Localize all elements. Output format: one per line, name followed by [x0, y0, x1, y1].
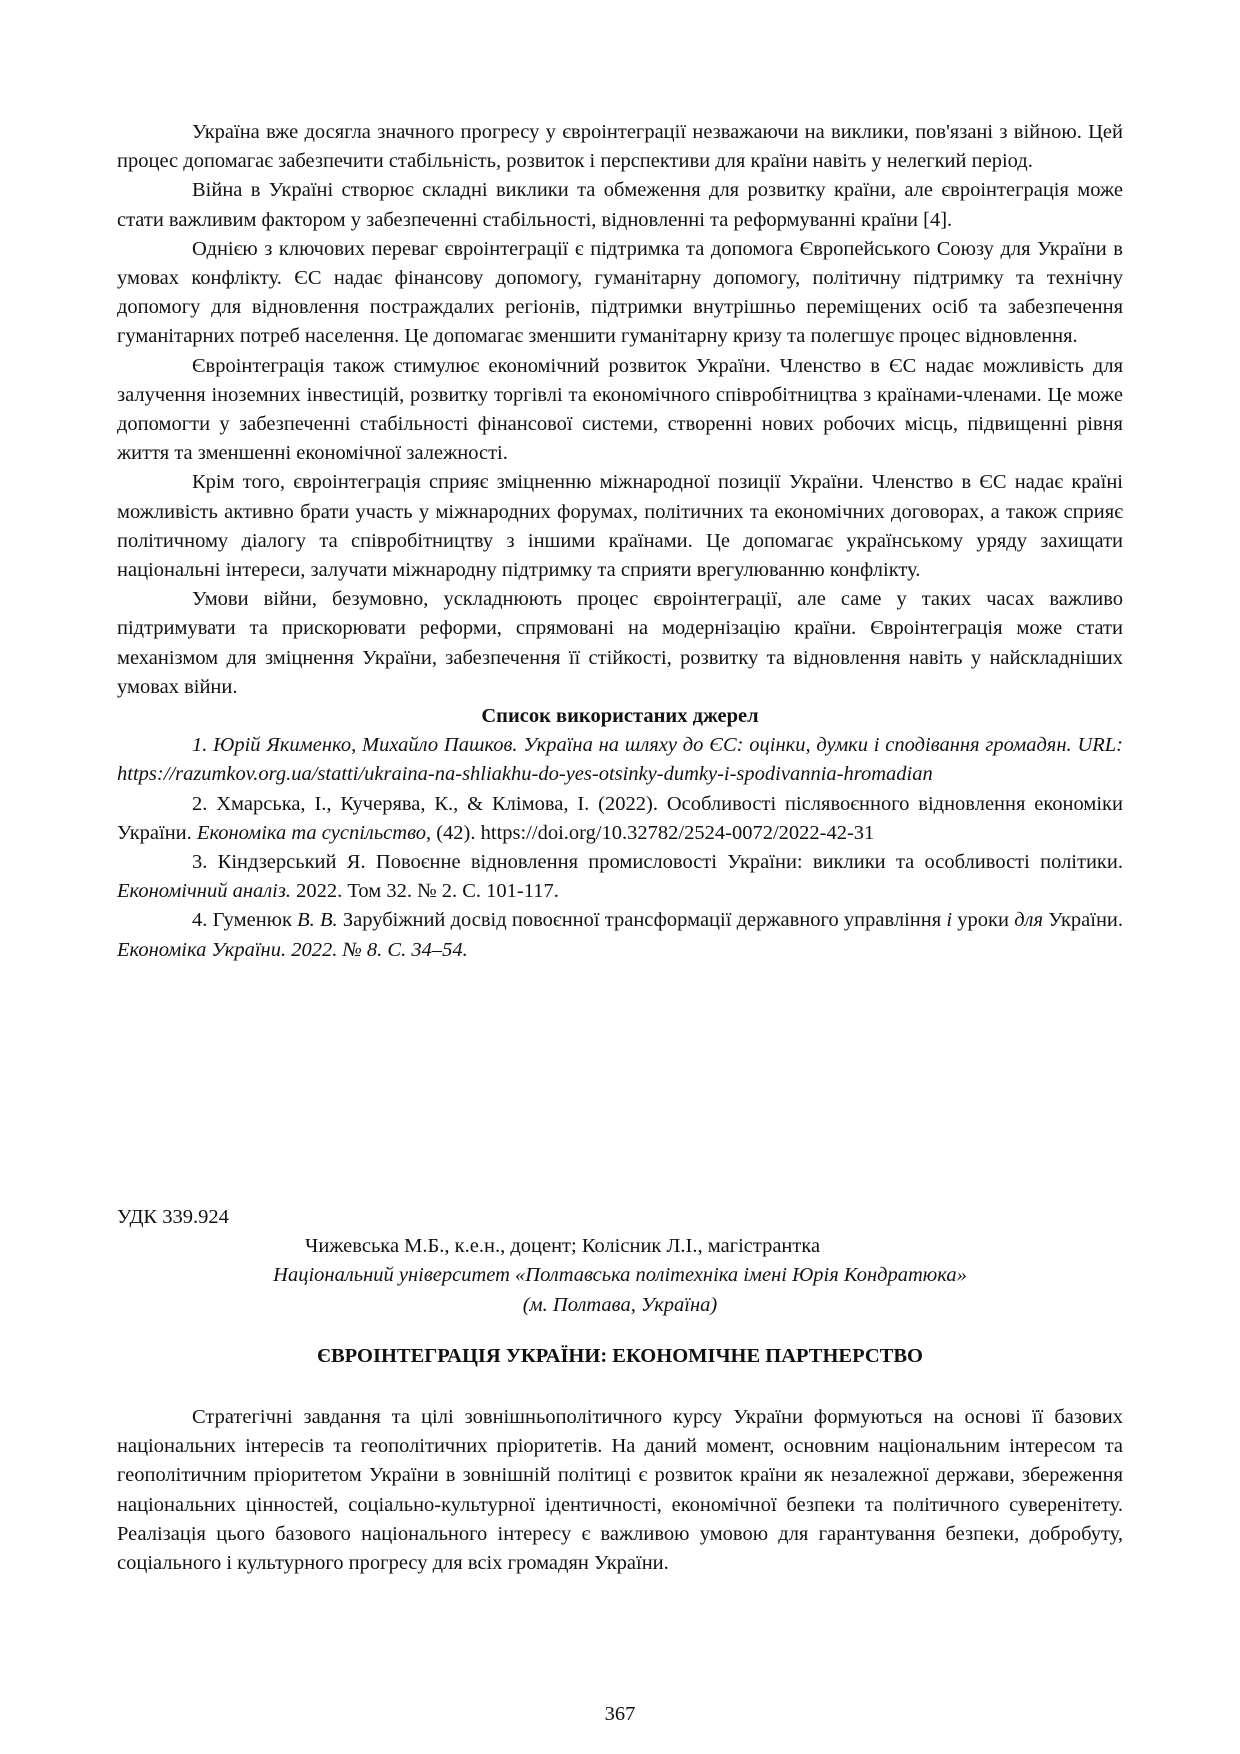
reference-4 — [117, 906, 1123, 964]
body-paragraph: Крім того, євроінтеграція сприяє зміцненню міжнародної позиції України. Членство в ЄС надає країні можливість активно брати участь у міжнародних форумах, політичних та економічних договорах, а також сприяє політичному діалогу та співробітництву з іншими країнами. Це допомагає українському уряду захищати національні інтереси, залучати міжнародну підтримку та сприяти врегулюванню конфлікту. — [117, 471, 1123, 582]
reference-4-title: Зарубіжний досвід повоєнної трансформації державного управління — [342, 909, 942, 932]
article-authors: Чижевська М.Б., к.е.н., доцент; Колісник Л.І., магістрантка — [305, 1235, 821, 1258]
reference-4-lessons: уроки — [957, 909, 1009, 932]
article-title-block — [117, 1342, 1123, 1371]
reference-2-journal: Економіка та суспільство — [196, 821, 426, 844]
reference-1 — [117, 731, 1123, 789]
body-paragraph: Україна вже досягла значного прогресу у євроінтеграції незважаючи на виклики, пов'язані з війною. Цей процес допомагає забезпечити стабільність, розвиток і перспективи для країни навіть у нелегкий період. — [117, 121, 1123, 173]
reference-4-ukraine: України. — [1048, 909, 1124, 932]
reference-3-tail: 2022. Том 32. № 2. С. 101-117. — [296, 880, 559, 903]
reference-2-tail: , (42). https://doi.org/10.32782/2524-0072/2022-42-31 — [425, 821, 875, 844]
reference-2-main: 2. Хмарська, І., Кучерява, К., & Клімова, І. (2022). Особливості післявоєнного відновлення економіки України. — [117, 792, 1123, 844]
article-paragraph: Стратегічні завдання та цілі зовнішньополітичного курсу України формуються на основі її базових національних інтересів та геополітичних пріоритетів. На даний момент, основним національним інтересом та геополітичним пріоритетом України в зовнішній політиці є розвиток країни як незалежної держави, збереження національних цінностей, соціально-культурної ідентичності, економічної безпеки та політичного суверенітету. Реалізація цього базового національного інтересу є важливою умовою для гарантування безпеки, добробуту, соціального і культурного прогресу для всіх громадян України. — [117, 1406, 1123, 1575]
article-location: (м. Полтава, Україна) — [522, 1293, 718, 1316]
reference-4-journal: Економіка України. 2022. № 8. С. 34–54. — [117, 938, 468, 961]
article-affiliation: Національний університет «Полтавська політехніка імені Юрія Кондратюка» — [273, 1264, 967, 1287]
body-paragraph: Однією з ключових переваг євроінтеграції є підтримка та допомога Європейського Союзу для України в умовах конфлікту. ЄС надає фінансову допомогу, гуманітарну допомогу, політичну підтримку та технічну допомогу для відновлення постраждалих регіонів, підтримки внутрішньо переміщених осіб та забезпечення гуманітарних потреб населення. Це допомагає зменшити гуманітарну кризу та полегшує процес відновлення. — [117, 237, 1123, 348]
reference-4-for: для — [1014, 909, 1044, 932]
body-paragraph: Війна в Україні створює складні виклики та обмеження для розвитку країни, але євроінтеграція може стати важливим фактором у забезпеченні стабільності, відновленні та реформуванні країни [4]. — [117, 179, 1123, 231]
reference-3 — [117, 848, 1123, 906]
body-paragraph: Євроінтеграція також стимулює економічний розвиток України. Членство в ЄС надає можливість для залучення іноземних інвестицій, розвитку торгівлі та економічного співробітництва з країнами-членами. Це може допомогти у забезпеченні стабільності фінансової системи, створенні нових робочих місць, підвищенні рівня життя та зменшенні економічної залежності. — [117, 354, 1123, 465]
article-title: ЄВРОІНТЕГРАЦІЯ УКРАЇНИ: ЕКОНОМІЧНЕ ПАРТНЕРСТВО — [317, 1345, 923, 1367]
article-body — [117, 1403, 1123, 1578]
reference-2 — [117, 790, 1123, 848]
reference-4-author: 4. Гуменюк — [192, 909, 292, 932]
udk-code: УДК 339.924 — [117, 1206, 229, 1228]
body-text — [117, 118, 1123, 965]
reference-3-main: 3. Кіндзерський Я. Повоєнне відновлення промисловості України: виклики та особливості політики. — [192, 851, 1123, 874]
article-header — [117, 1203, 1123, 1320]
page-number: 367 — [604, 1703, 636, 1725]
reference-3-journal: Економічний аналіз. — [117, 880, 291, 903]
reference-4-and: і — [946, 909, 953, 932]
body-paragraph: Умови війни, безумовно, ускладнюють процес євроінтеграції, але саме у таких часах важливо підтримувати та прискорювати реформи, спрямовані на модернізацію країни. Євроінтеграція може стати механізмом для зміцнення України, забезпечення її стійкості, розвитку та відновлення навіть у найскладніших умовах війни. — [117, 588, 1123, 698]
reference-4-initials: В. В. — [297, 909, 338, 932]
references-title: Список використаних джерел — [481, 705, 759, 728]
reference-1-text: 1. Юрій Якименко, Михайло Пашков. Україна на шляху до ЄС: оцінки, думки і сподівання громадян. URL: https://razumkov.org.ua/statti/ukraina-na-shliakhu-do-yes-otsinky-dumky-i-spodivannia-hromadian — [117, 734, 1123, 786]
